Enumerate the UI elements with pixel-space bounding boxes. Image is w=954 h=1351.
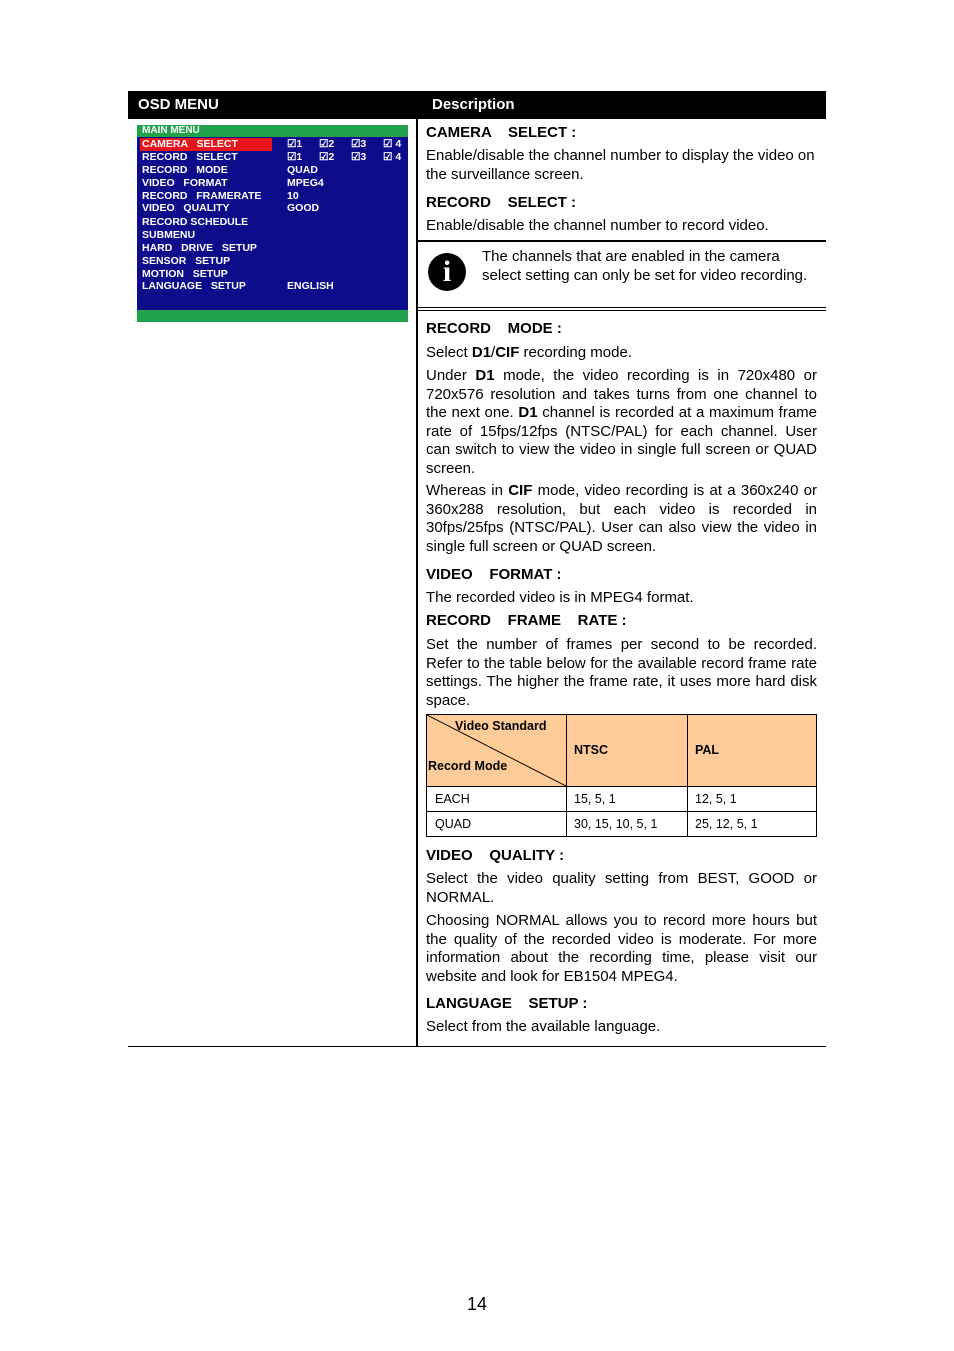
page-number: 14 [466, 1294, 488, 1314]
osd-row-label: RECORD FRAMERATE [142, 190, 262, 202]
osd-row-label: SENSOR SETUP [142, 255, 231, 267]
corner-bottom-label: Record Mode [428, 759, 508, 773]
osd-row-submenu [137, 229, 408, 242]
column-divider [416, 91, 418, 1047]
osd-row-label: HARD DRIVE SETUP [142, 242, 257, 254]
table-row-quad-ntsc: 30, 15, 10, 5, 1 [574, 817, 658, 831]
osd-row-record-select [137, 151, 408, 164]
record-mode-p3: Whereas in CIF mode, video recording is at a 360x240 or 360x288 resolution, but each video is recorded in 30fps/25fps (NTSC/PAL). User can also view the video in single full screen or QUAD screen. [426, 482, 817, 555]
frame-rate-table [426, 714, 817, 837]
osd-main-menu [137, 125, 408, 322]
osd-row-value: QUAD [287, 164, 318, 176]
note-bottom-rule [418, 307, 826, 308]
video-quality-p1: Select the video quality setting from BEST, GOOD or NORMAL. [426, 870, 817, 906]
table-rule [427, 786, 816, 787]
note-text: The channels that are enabled in the camera select setting can only be set for video recording. [482, 248, 808, 284]
table-row-each-pal: 12, 5, 1 [695, 792, 737, 806]
osd-row-video-quality [137, 202, 408, 215]
osd-row-language-setup [137, 280, 408, 293]
table-row-each-mode: EACH [435, 792, 470, 806]
osd-row-label: RECORD SCHEDULE [142, 216, 249, 228]
description-header: Description [418, 91, 826, 119]
checkbox-icon: ☑ 4 [383, 138, 402, 150]
osd-row-label: RECORD SELECT [142, 151, 238, 163]
osd-menu-title: MAIN MENU [137, 125, 408, 137]
table-rule [566, 715, 567, 836]
table-header-pal: PAL [688, 715, 816, 786]
checkbox-icon: ☑2 [319, 151, 335, 163]
osd-row-video-format [137, 177, 408, 190]
camera-select-heading: CAMERA SELECT : [426, 124, 577, 141]
video-format-text: The recorded video is in MPEG4 format. [426, 589, 694, 606]
osd-row-hard-drive-setup [137, 242, 408, 255]
checkbox-icon: ☑1 [287, 151, 303, 163]
language-setup-heading: LANGUAGE SETUP : [426, 995, 588, 1012]
checkbox-icon: ☑ 4 [383, 151, 402, 163]
osd-menu-header: OSD MENU [128, 91, 416, 119]
table-header-ntsc: NTSC [567, 715, 687, 786]
table-row-quad-mode: QUAD [435, 817, 472, 831]
osd-row-label: SUBMENU [142, 229, 196, 241]
corner-top-label: Video Standard [455, 719, 547, 733]
osd-row-value: MPEG4 [287, 177, 324, 189]
record-mode-heading: RECORD MODE : [426, 320, 562, 337]
osd-row-label: LANGUAGE SETUP [142, 280, 246, 292]
frame-rate-heading: RECORD FRAME RATE : [426, 612, 627, 629]
video-format-heading: VIDEO FORMAT : [426, 566, 562, 583]
osd-row-label: RECORD MODE [142, 164, 228, 176]
info-icon: i [428, 253, 466, 291]
table-rule [687, 715, 688, 836]
osd-row-record-schedule [137, 216, 408, 229]
language-setup-text: Select from the available language. [426, 1018, 661, 1035]
frame-rate-text: Set the number of frames per second to be recorded. Refer to the table below for the available record frame rate settings. The higher the frame rate, it uses more hard disk space. [426, 636, 817, 709]
checkbox-icon: ☑2 [319, 138, 335, 150]
osd-row-record-mode [137, 164, 408, 177]
record-select-heading: RECORD SELECT : [426, 194, 577, 211]
checkbox-icon: ☑3 [351, 151, 367, 163]
video-quality-p2: Choosing NORMAL allows you to record more hours but the quality of the recorded video is moderate. For more information about the recording time, please visit our website and look for EB1504 MPEG4. [426, 912, 817, 985]
record-select-text: Enable/disable the channel number to record video. [426, 217, 769, 234]
osd-row-label: CAMERA SELECT [140, 138, 272, 151]
record-mode-p2: Under D1 mode, the video recording is in 720x480 or 720x576 resolution and takes turns from one channel to the next one. D1 channel is recorded at a maximum frame rate of 15fps/12fps (NTSC/PAL) for each channel. User can switch to view the video in single full screen or QUAD screen. [426, 367, 817, 477]
osd-row-value: GOOD [287, 202, 320, 214]
table-bottom-rule [418, 1046, 826, 1047]
osd-row-label: MOTION SETUP [142, 268, 228, 280]
video-quality-heading: VIDEO QUALITY : [426, 847, 565, 864]
osd-bottom-bar [137, 310, 408, 322]
osd-row-label: VIDEO FORMAT [142, 177, 228, 189]
camera-select-text: Enable/disable the channel number to display the video on the surveillance screen. [426, 147, 815, 183]
table-bottom-rule [128, 1046, 416, 1047]
checkbox-icon: ☑1 [287, 138, 303, 150]
note-bottom-rule [418, 310, 826, 311]
osd-row-camera-select [137, 138, 408, 151]
osd-row-label: VIDEO QUALITY [142, 202, 230, 214]
osd-row-value: ENGLISH [287, 280, 334, 292]
table-row-quad-pal: 25, 12, 5, 1 [695, 817, 758, 831]
table-corner-cell [427, 715, 566, 786]
table-rule [427, 811, 816, 812]
checkbox-icon: ☑3 [351, 138, 367, 150]
record-mode-p1: Select D1/CIF recording mode. [426, 344, 632, 361]
osd-row-sensor-setup [137, 255, 408, 268]
osd-row-value: 10 [287, 190, 299, 202]
table-row-each-ntsc: 15, 5, 1 [574, 792, 616, 806]
note-top-rule [418, 240, 826, 242]
